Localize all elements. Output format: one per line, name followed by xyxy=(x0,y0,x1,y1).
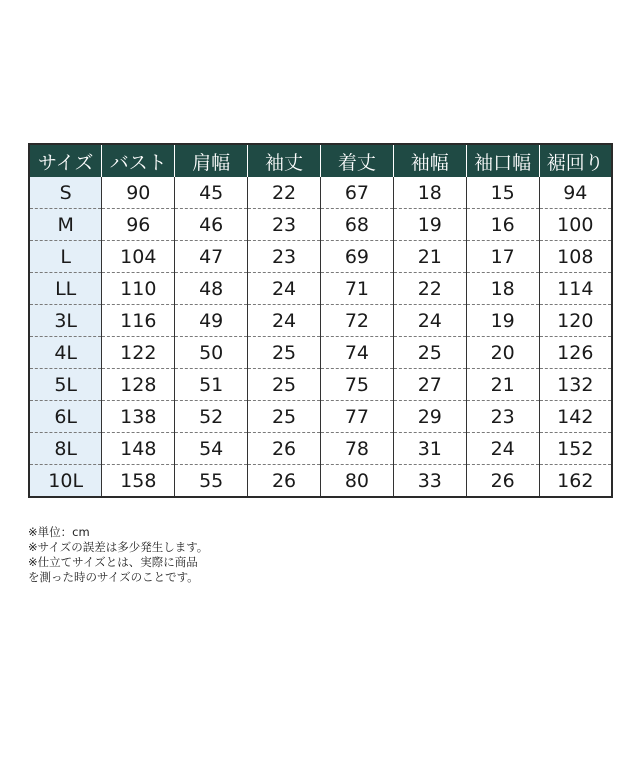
measurement-cell: 55 xyxy=(175,465,248,498)
size-label-cell: 6L xyxy=(29,401,102,433)
measurement-cell: 27 xyxy=(393,369,466,401)
measurement-cell: 77 xyxy=(321,401,394,433)
table-row xyxy=(29,209,612,241)
measurement-cell: 132 xyxy=(539,369,612,401)
header-body-length: 着丈 xyxy=(321,144,394,177)
measurement-cell: 23 xyxy=(248,241,321,273)
measurement-cell: 45 xyxy=(175,177,248,209)
measurement-cell: 25 xyxy=(248,401,321,433)
measurement-cell: 18 xyxy=(393,177,466,209)
measurement-cell: 24 xyxy=(466,433,539,465)
measurement-cell: 26 xyxy=(248,465,321,498)
measurement-cell: 24 xyxy=(248,273,321,305)
measurement-cell: 21 xyxy=(393,241,466,273)
size-label-cell: 8L xyxy=(29,433,102,465)
measurement-cell: 21 xyxy=(466,369,539,401)
measurement-cell: 90 xyxy=(102,177,175,209)
measurement-cell: 104 xyxy=(102,241,175,273)
measurement-cell: 94 xyxy=(539,177,612,209)
measurement-cell: 24 xyxy=(393,305,466,337)
table-row xyxy=(29,273,612,305)
size-label-cell: 3L xyxy=(29,305,102,337)
note-finish-line1: ※仕立てサイズとは、実際に商品 xyxy=(28,555,198,569)
measurement-cell: 25 xyxy=(248,369,321,401)
size-chart-table xyxy=(28,143,613,498)
measurement-cell: 78 xyxy=(321,433,394,465)
measurement-cell: 49 xyxy=(175,305,248,337)
header-sleeve-length: 袖丈 xyxy=(248,144,321,177)
measurement-cell: 128 xyxy=(102,369,175,401)
measurement-cell: 110 xyxy=(102,273,175,305)
measurement-cell: 25 xyxy=(248,337,321,369)
size-label-cell: M xyxy=(29,209,102,241)
table-row xyxy=(29,369,612,401)
measurement-cell: 138 xyxy=(102,401,175,433)
header-shoulder-width: 肩幅 xyxy=(175,144,248,177)
note-unit: ※単位：cm xyxy=(28,525,90,539)
measurement-cell: 68 xyxy=(321,209,394,241)
measurement-cell: 96 xyxy=(102,209,175,241)
measurement-cell: 108 xyxy=(539,241,612,273)
measurement-cell: 52 xyxy=(175,401,248,433)
measurement-cell: 80 xyxy=(321,465,394,498)
measurement-cell: 74 xyxy=(321,337,394,369)
measurement-cell: 158 xyxy=(102,465,175,498)
measurement-cell: 26 xyxy=(248,433,321,465)
measurement-cell: 19 xyxy=(466,305,539,337)
table-row xyxy=(29,401,612,433)
table-row xyxy=(29,305,612,337)
table-header-row xyxy=(29,144,612,177)
measurement-cell: 16 xyxy=(466,209,539,241)
measurement-cell: 116 xyxy=(102,305,175,337)
measurement-cell: 22 xyxy=(393,273,466,305)
measurement-cell: 17 xyxy=(466,241,539,273)
measurement-cell: 51 xyxy=(175,369,248,401)
measurement-cell: 100 xyxy=(539,209,612,241)
measurement-cell: 15 xyxy=(466,177,539,209)
table-row xyxy=(29,465,612,498)
measurement-cell: 54 xyxy=(175,433,248,465)
measurement-cell: 148 xyxy=(102,433,175,465)
measurement-cell: 29 xyxy=(393,401,466,433)
measurement-cell: 72 xyxy=(321,305,394,337)
notes xyxy=(28,525,208,585)
header-size: サイズ xyxy=(29,144,102,177)
measurement-cell: 152 xyxy=(539,433,612,465)
size-label-cell: LL xyxy=(29,273,102,305)
measurement-cell: 114 xyxy=(539,273,612,305)
header-cuff-width: 袖口幅 xyxy=(466,144,539,177)
measurement-cell: 31 xyxy=(393,433,466,465)
table-row xyxy=(29,337,612,369)
header-bust: バスト xyxy=(102,144,175,177)
measurement-cell: 142 xyxy=(539,401,612,433)
measurement-cell: 19 xyxy=(393,209,466,241)
size-label-cell: 4L xyxy=(29,337,102,369)
measurement-cell: 22 xyxy=(248,177,321,209)
header-sleeve-width: 袖幅 xyxy=(393,144,466,177)
size-label-cell: L xyxy=(29,241,102,273)
measurement-cell: 25 xyxy=(393,337,466,369)
measurement-cell: 18 xyxy=(466,273,539,305)
table-row xyxy=(29,177,612,209)
measurement-cell: 50 xyxy=(175,337,248,369)
measurement-cell: 20 xyxy=(466,337,539,369)
note-error: ※サイズの誤差は多少発生します。 xyxy=(28,540,209,554)
size-label-cell: 5L xyxy=(29,369,102,401)
measurement-cell: 33 xyxy=(393,465,466,498)
header-hem-circumference: 裾回り xyxy=(539,144,612,177)
size-label-cell: S xyxy=(29,177,102,209)
measurement-cell: 24 xyxy=(248,305,321,337)
measurement-cell: 71 xyxy=(321,273,394,305)
measurement-cell: 23 xyxy=(466,401,539,433)
size-label-cell: 10L xyxy=(29,465,102,498)
measurement-cell: 26 xyxy=(466,465,539,498)
measurement-cell: 122 xyxy=(102,337,175,369)
measurement-cell: 23 xyxy=(248,209,321,241)
table-row xyxy=(29,241,612,273)
measurement-cell: 46 xyxy=(175,209,248,241)
note-finish-line2: を測った時のサイズのことです。 xyxy=(28,570,199,584)
measurement-cell: 69 xyxy=(321,241,394,273)
table-row xyxy=(29,433,612,465)
measurement-cell: 47 xyxy=(175,241,248,273)
measurement-cell: 126 xyxy=(539,337,612,369)
measurement-cell: 120 xyxy=(539,305,612,337)
measurement-cell: 75 xyxy=(321,369,394,401)
measurement-cell: 67 xyxy=(321,177,394,209)
measurement-cell: 162 xyxy=(557,469,594,492)
measurement-cell: 48 xyxy=(175,273,248,305)
